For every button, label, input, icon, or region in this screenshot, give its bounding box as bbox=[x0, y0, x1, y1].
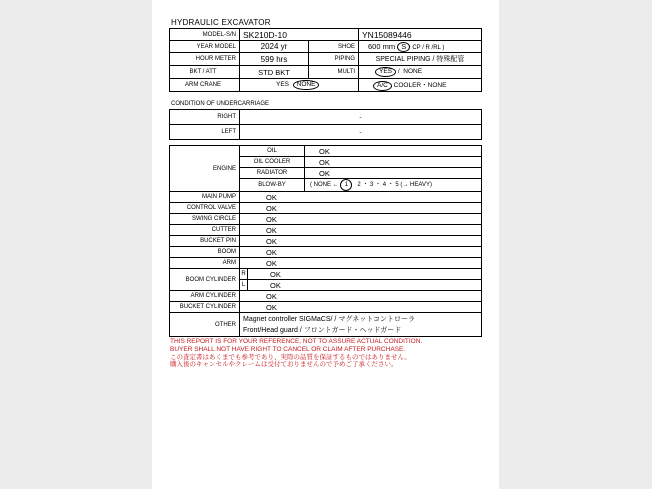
year-value: 2024 yr bbox=[240, 41, 309, 53]
right-value: - bbox=[240, 110, 482, 125]
arm-cylinder-value: OK bbox=[240, 291, 482, 302]
left-value: - bbox=[240, 125, 482, 140]
component-label: CONTROL VALVE bbox=[170, 203, 240, 214]
shoe-label: SHOE bbox=[309, 41, 359, 53]
component-value: OK bbox=[240, 214, 482, 225]
component-label: SWING CIRCLE bbox=[170, 214, 240, 225]
right-label: RIGHT bbox=[170, 110, 240, 125]
left-label: LEFT bbox=[170, 125, 240, 140]
component-label: BOOM bbox=[170, 247, 240, 258]
crane-cell bbox=[240, 79, 359, 92]
blowby-selected: 1 bbox=[340, 179, 352, 191]
blowby-scale: 2 ・ 3 ・ 4 ・ 5 (→ HEAVY) bbox=[357, 182, 432, 188]
ac-cell bbox=[359, 79, 482, 92]
bucket-cylinder-label: BUCKET CYLINDER bbox=[170, 302, 240, 313]
other-label: OTHER bbox=[170, 313, 240, 337]
crane-none-selected: NONE bbox=[293, 80, 320, 90]
ac-selected: A/C bbox=[373, 81, 392, 91]
radiator-value: OK bbox=[305, 168, 482, 179]
inspection-table bbox=[169, 145, 482, 337]
component-value: OK bbox=[240, 258, 482, 269]
hour-label: HOUR METER bbox=[170, 53, 240, 66]
piping-value: SPECIAL PIPING / 特殊配管 bbox=[359, 53, 482, 66]
blowby-cell bbox=[305, 179, 482, 192]
oil-label: OIL bbox=[240, 146, 305, 157]
piping-label: PIPING bbox=[309, 53, 359, 66]
component-label: BUCKET PIN bbox=[170, 236, 240, 247]
component-label: CUTTER bbox=[170, 225, 240, 236]
blowby-label: BLOW-BY bbox=[240, 179, 305, 192]
crane-label: ARM CRANE bbox=[170, 79, 240, 92]
crane-yes: YES bbox=[276, 81, 290, 88]
oil-cooler-label: OIL COOLER bbox=[240, 157, 305, 168]
disclaimer-line: BUYER SHALL NOT HAVE RIGHT TO CANCEL OR CLAIM AFTER PURCHASE. bbox=[170, 345, 406, 353]
bkt-value: STD BKT bbox=[240, 66, 309, 79]
boom-cylinder-label: BOOM CYLINDER bbox=[170, 269, 240, 291]
disclaimer-line: この査定書はあくまでも参考であり、実際の品質を保証するものではありません。 bbox=[170, 353, 411, 361]
undercarriage-table bbox=[169, 109, 482, 140]
disclaimer-line: THIS REPORT IS FOR YOUR REFERENCE, NOT TO ASSURE ACTUAL CONDITION. bbox=[170, 338, 423, 345]
blowby-none: ( NONE ← bbox=[310, 182, 339, 188]
component-value: OK bbox=[240, 225, 482, 236]
bkt-label: BKT / ATT bbox=[170, 66, 240, 79]
bucket-cylinder-value: OK bbox=[240, 302, 482, 313]
multi-cell bbox=[359, 66, 482, 79]
component-label: ARM bbox=[170, 258, 240, 269]
radiator-label: RADIATOR bbox=[240, 168, 305, 179]
component-value: OK bbox=[240, 203, 482, 214]
multi-label: MULTI bbox=[309, 66, 359, 79]
boom-cylinder-r-value: OK bbox=[248, 269, 482, 280]
other-cell bbox=[240, 313, 482, 337]
shoe-value: 600 mm bbox=[368, 41, 396, 51]
component-value: OK bbox=[240, 236, 482, 247]
shoe-type-selected: S bbox=[397, 42, 410, 52]
undercarriage-title: CONDITION OF UNDERCARRIAGE bbox=[171, 101, 270, 107]
multi-yes-selected: YES bbox=[375, 67, 396, 77]
arm-cylinder-label: ARM CYLINDER bbox=[170, 291, 240, 302]
shoe-cell bbox=[359, 41, 482, 53]
disclaimer bbox=[170, 338, 422, 369]
oil-value: OK bbox=[305, 146, 482, 157]
component-label: MAIN PUMP bbox=[170, 192, 240, 203]
serial-value: YN15089446 bbox=[359, 29, 482, 41]
machine-info-table bbox=[169, 28, 482, 92]
disclaimer-line: 購入後のキャンセルやクレームは受付ておりませんので予めご了承ください。 bbox=[170, 361, 398, 369]
shoe-type-options: CP / R /RL ) bbox=[412, 44, 445, 51]
multi-none: NONE bbox=[403, 68, 423, 75]
hour-value: 599 hrs bbox=[240, 53, 309, 66]
model-label: MODEL-S/N bbox=[170, 29, 240, 41]
boom-cylinder-l-label: L bbox=[240, 280, 248, 291]
oil-cooler-value: OK bbox=[305, 157, 482, 168]
boom-cylinder-l-value: OK bbox=[248, 280, 482, 291]
other-line-1: Magnet controller SIGMaCS/ / マグネットコントローラ bbox=[243, 315, 415, 323]
boom-cylinder-r-label: R bbox=[240, 269, 248, 280]
ac-options: COOLER・NONE bbox=[393, 81, 447, 89]
component-value: OK bbox=[240, 192, 482, 203]
model-value: SK210D-10 bbox=[240, 29, 359, 41]
multi-separator: / bbox=[397, 68, 400, 75]
other-line-2: Front/Head guard / フロントガード・ヘッドガード bbox=[243, 326, 402, 334]
report-title: HYDRAULIC EXCAVATOR bbox=[171, 18, 271, 27]
component-value: OK bbox=[240, 247, 482, 258]
engine-label: ENGINE bbox=[170, 146, 240, 192]
year-label: YEAR MODEL bbox=[170, 41, 240, 53]
